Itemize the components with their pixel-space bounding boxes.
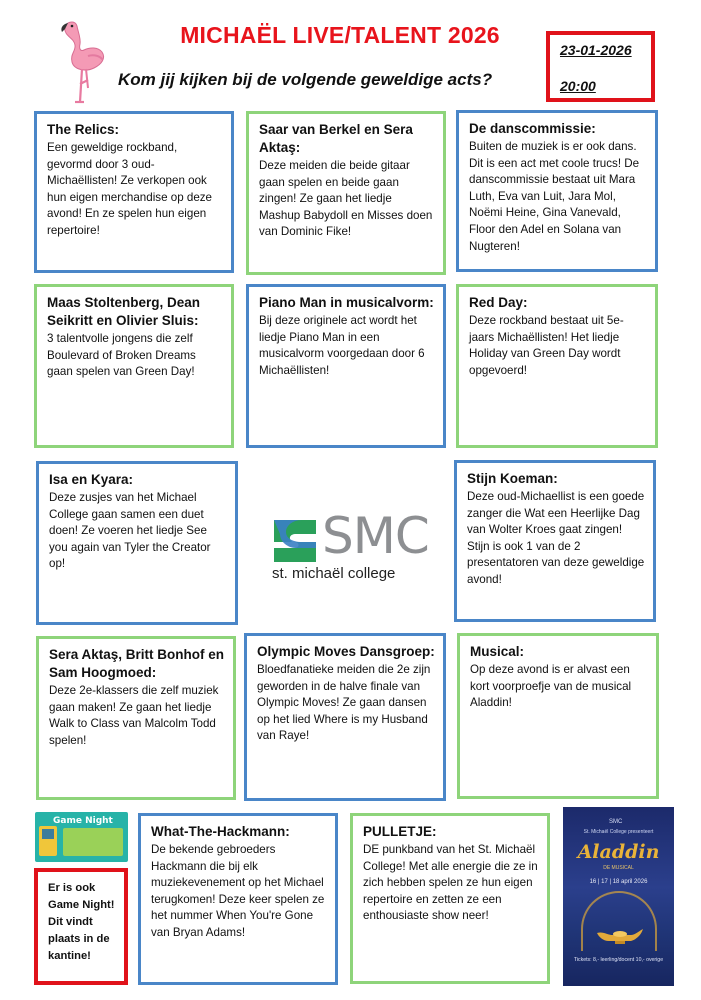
game-night-note	[34, 868, 128, 985]
act-text: Deze meiden die beide gitaar gaan spelen en beide gaan zingen! Ze gaan het liedje Mashup Babydoll en Misses doen van Dominic Fike!	[259, 159, 433, 239]
act-title: Olympic Moves Dansgroep:	[257, 644, 435, 659]
act-text: Bloedfanatieke meiden die 2e zijn geworden in de halve finale van Olympic Moves! Ze gaan dansen op het lied Where is my Husband van Raye!	[257, 663, 431, 743]
act-text: Deze zusjes van het Michael College gaan samen een duet doen! Ze voeren het liedje See you again van Tyler the Creator op!	[49, 491, 211, 571]
act-text: Deze rockband bestaat uit 5e-jaars Michaëllisten! Het liedje Holiday van Green Day wordt opgevoerd!	[469, 314, 624, 377]
page-title: MICHAËL LIVE/TALENT 2026	[180, 22, 500, 48]
act-title: The Relics:	[47, 122, 120, 137]
act-text: Deze oud-Michaellist is een goede zanger die Wat een Heerlijke Dag van Wolter Kroes gaat zingen! Stijn is ook 1 van de 2 presentatoren van deze geweldige avond!	[467, 490, 645, 586]
act-card	[350, 813, 550, 984]
act-text: Een geweldige rockband, gevormd door 3 oud-Michaëllisten! Ze verkopen ook hun eigen merchandise op deze avond! En ze spelen hun eigen repertoire!	[47, 141, 213, 237]
act-card	[454, 460, 656, 622]
magic-lamp-icon	[593, 925, 645, 945]
poster-tickets: Tickets: 8,- leerling/docent 10,- overige	[573, 957, 664, 963]
act-title: Saar van Berkel en Sera Aktaş:	[259, 122, 413, 155]
act-card	[456, 110, 658, 272]
act-card	[246, 284, 446, 448]
act-card	[34, 284, 234, 448]
act-title: De danscommissie:	[469, 121, 596, 136]
game-night-text: Er is ook Game Night! Dit vindt plaats in de kantine!	[48, 882, 115, 962]
game-night-image-label: Game Night	[53, 816, 113, 826]
act-title: Maas Stoltenberg, Dean Seikritt en Olivier Sluis:	[47, 295, 201, 328]
act-text: De bekende gebroeders Hackmann die bij elk muziekevenement op het Michael terugkomen! Deze keer spelen ze het nummer When You're Gone van Bryan Adams!	[151, 843, 325, 939]
act-card	[138, 813, 338, 985]
act-title: Musical:	[470, 644, 525, 659]
act-card	[456, 284, 658, 448]
act-card	[244, 633, 446, 801]
poster-presents: St. Michaël College presenteert	[583, 829, 654, 835]
act-title: What-The-Hackmann:	[151, 824, 290, 839]
game-console-icon	[39, 826, 57, 856]
poster-date: 16 | 17 | 18 april 2026	[589, 879, 648, 885]
act-title: Stijn Koeman:	[467, 471, 558, 486]
act-card	[34, 111, 234, 273]
act-text: Deze 2e-klassers die zelf muziek gaan maken! Ze gaan het liedje Walk to Class van Malcolm Todd spelen!	[49, 684, 219, 747]
poster-title: Aladdin	[577, 841, 660, 863]
act-text: Buiten de muziek is er ook dans. Dit is een act met coole trucs! De danscommissie bestaat uit Mara Luth, Eva van Luit, Jara Mol, Noëmi Heine, Gina Vanevald, Floor den Adel en Solana van Nugteren!	[469, 140, 640, 253]
act-text: Bij deze originele act wordt het liedje Piano Man in een musicalvorm voorgedaan door 6 Michaëllisten!	[259, 314, 425, 377]
act-title: Red Day:	[469, 295, 528, 310]
act-title: Piano Man in musicalvorm:	[259, 295, 434, 310]
act-title: Isa en Kyara:	[49, 472, 134, 487]
act-card	[457, 633, 659, 799]
logo-word: SMC	[322, 507, 429, 565]
game-night-image	[35, 812, 128, 862]
event-date: 23-01-2026	[560, 42, 632, 58]
poster-subtitle: DE MUSICAL	[603, 865, 634, 871]
date-box	[546, 31, 655, 102]
page-subtitle: Kom jij kijken bij de volgende geweldige acts?	[118, 70, 493, 89]
flamingo-icon	[50, 14, 112, 106]
act-text: DE punkband van het St. Michaël College! Met alle energie die ze in zich hebben spelen ze hun eigen repertoire en zetten ze een enthousiaste show neer!	[363, 843, 538, 923]
act-card	[36, 636, 236, 800]
aladdin-poster	[563, 807, 674, 986]
act-card	[246, 111, 446, 275]
logo-subtitle: st. michaël college	[272, 565, 396, 582]
act-title: Sera Aktaş, Britt Bonhof en Sam Hoogmoed:	[49, 647, 225, 680]
event-time: 20:00	[560, 78, 596, 94]
act-title: PULLETJE:	[363, 824, 437, 839]
act-card	[36, 461, 238, 625]
poster-school: SMC	[609, 819, 623, 825]
game-board-icon	[63, 828, 123, 856]
act-text: Op deze avond is er alvast een kort voorproefje van de musical Aladdin!	[470, 663, 632, 710]
act-text: 3 talentvolle jongens die zelf Boulevard of Broken Dreams gaan spelen van Green Day!	[47, 332, 196, 379]
